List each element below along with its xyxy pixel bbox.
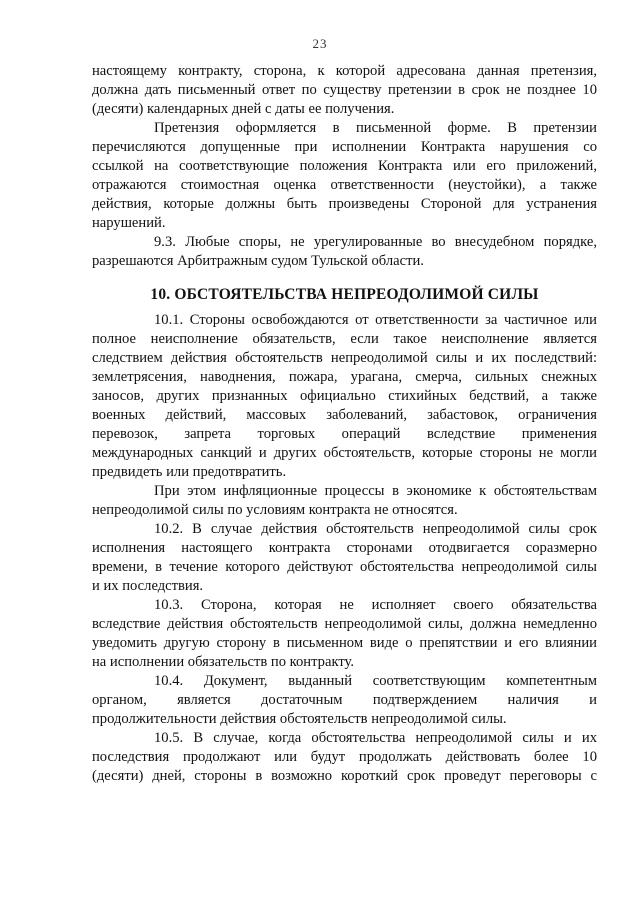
text-line: (десяти) календарных дней с даты ее получения. [92,101,395,117]
text-line: 9.3. Любые споры, не урегулированные во внесудебном порядке, [154,234,597,250]
text-line: вследствие действия обстоятельств непреодолимой силы, должна немедленно [92,616,597,632]
paragraph [92,729,597,786]
text-line: отражаются стоимостная оценка ответственности (неустойки), а также [92,177,597,193]
text-line: продолжительности действия обстоятельств непреодолимой силы. [92,711,507,727]
text-line: При этом инфляционные процессы в экономике к обстоятельствам [154,483,597,499]
text-line: 10.2. В случае действия обстоятельств непреодолимой силы срок [154,521,597,537]
text-line: времени, в течение которого действуют обстоятельства непреодолимой силы [92,559,597,575]
paragraph [92,62,597,119]
text-line: 10.1. Стороны освобождаются от ответственности за частичное или [154,312,597,328]
text-line: исполнения настоящего контракта сторонами отодвигается соразмерно [92,540,597,556]
text-line: землетрясения, наводнения, пожара, урагана, смерча, сильных снежных [92,369,597,385]
text-line: на исполнении обязательств по контракту. [92,654,355,670]
text-line: полное неисполнение обязательств, если такое неисполнение является [92,331,597,347]
text-line: следствием действия обстоятельств непреодолимой силы и их последствий: [92,350,597,366]
text-line: уведомить другую сторону в письменном виде о препятствии и его влиянии [92,635,597,651]
paragraph [92,233,597,271]
text-line: перечисляются допущенные при исполнении Контракта нарушения со [92,139,597,155]
text-line: перевозок, запрета торговых операций вследствие применения [92,426,597,442]
text-line: предвидеть или предотвратить. [92,464,287,480]
paragraph [92,119,597,233]
paragraph [92,672,597,729]
text-line: последствия продолжают или будут продолжать действовать более 10 [92,749,597,765]
text-line: нарушений. [92,215,166,231]
text-line: ссылкой на соответствующие положения Контракта или его приложений, [92,158,597,174]
text-line: (десяти) дней, стороны в возможно короткий срок проведут переговоры с [92,768,597,784]
text-line: 10.3. Сторона, которая не исполняет своего обязательства [154,597,597,613]
section-heading: 10. ОБСТОЯТЕЛЬСТВА НЕПРЕОДОЛИМОЙ СИЛЫ [150,286,539,303]
text-line: Претензия оформляется в письменной форме. В претензии [154,120,597,136]
document-body [92,62,597,786]
page-number: 23 [312,36,328,51]
text-line: 10.5. В случае, когда обстоятельства непреодолимой силы и их [154,730,597,746]
text-line: 10.4. Документ, выданный соответствующим компетентным [154,673,597,689]
text-line: органом, является достаточным подтверждением наличия и [92,692,597,708]
paragraph [92,311,597,482]
text-line: разрешаются Арбитражным судом Тульской области. [92,253,424,269]
text-line: заносов, других признанных официально стихийных бедствий, а также [92,388,597,404]
paragraph [92,520,597,596]
text-line: должна дать письменный ответ по существу претензии в срок не позднее 10 [92,82,597,98]
text-line: настоящему контракту, сторона, к которой адресована данная претензия, [92,63,597,79]
paragraph [92,482,597,520]
text-line: действия, которые должны быть произведены Стороной для устранения [92,196,597,212]
text-line: и их последствия. [92,578,204,594]
text-line: международных санкций и других обстоятельств, которые стороны не могли [92,445,597,461]
text-line: непреодолимой силы по условиям контракта не относятся. [92,502,458,518]
paragraph [92,596,597,672]
text-line: военных действий, массовых заболеваний, забастовок, ограничения [92,407,597,423]
